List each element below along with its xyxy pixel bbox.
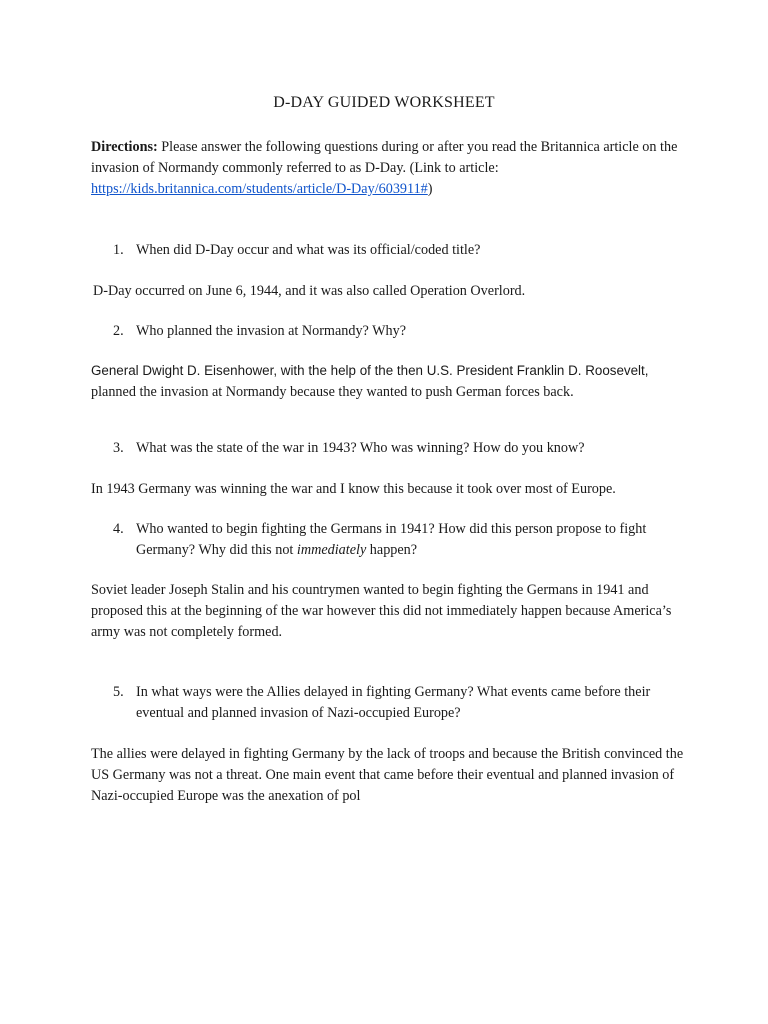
question-number: 3. [113, 440, 124, 456]
answer-2-serif-line: planned the invasion at Normandy because they wanted to push German forces back. [91, 384, 574, 400]
question-1 [113, 240, 693, 261]
question-number: 4. [113, 521, 124, 537]
answer-1: D-Day occurred on June 6, 1944, and it was also called Operation Overlord. [93, 283, 526, 299]
question-text: When did D-Day occur and what was its official/coded title? [136, 242, 481, 258]
answer-2 [91, 360, 691, 403]
question-text [136, 519, 693, 561]
directions-paragraph [91, 137, 691, 200]
page-title: D-DAY GUIDED WORKSHEET [273, 94, 495, 111]
question-text-end: happen? [366, 542, 418, 558]
directions-label: Directions: [91, 139, 158, 155]
question-text: Who planned the invasion at Normandy? Why? [136, 323, 407, 339]
question-number: 1. [113, 242, 124, 258]
question-4 [113, 519, 693, 561]
directions-text: Please answer the following questions during or after you read the Britannica article on the invasion of Normandy commonly referred to as D-Day. (Link to article: [91, 139, 678, 176]
question-text: In what ways were the Allies delayed in fighting Germany? What events came before their eventual and planned invasion of Nazi-occupied Europe? [136, 684, 651, 721]
answer-4: Soviet leader Joseph Stalin and his countrymen wanted to begin fighting the Germans in 1941 and proposed this at the beginning of the war however this did not immediately happen because America’s army was not completely formed. [91, 582, 672, 640]
answer-3: In 1943 Germany was winning the war and I know this because it took over most of Europe. [91, 481, 616, 497]
question-text-start: Who wanted to begin fighting the Germans in 1941? How did this person propose to fight Germany? Why did this not [136, 521, 647, 558]
directions-text-end: ) [427, 181, 433, 197]
question-emphasis: immediately [296, 542, 367, 558]
question-number: 5. [113, 684, 124, 700]
answer-5: The allies were delayed in fighting Germany by the lack of troops and because the British convinced the US Germany was not a threat. One main event that came before their eventual and planned invasion of Nazi-occupied Europe was the anexation of pol [91, 746, 684, 804]
question-5 [113, 682, 693, 724]
article-link[interactable]: https://kids.britannica.com/students/article/D-Day/603911# [91, 181, 428, 197]
question-2 [113, 321, 693, 342]
question-3 [113, 438, 693, 459]
question-text: What was the state of the war in 1943? Who was winning? How do you know? [136, 440, 585, 456]
question-number: 2. [113, 323, 124, 339]
answer-2-sans-line: General Dwight D. Eisenhower, with the help of the then U.S. President Franklin D. Roosevelt, [91, 363, 649, 378]
